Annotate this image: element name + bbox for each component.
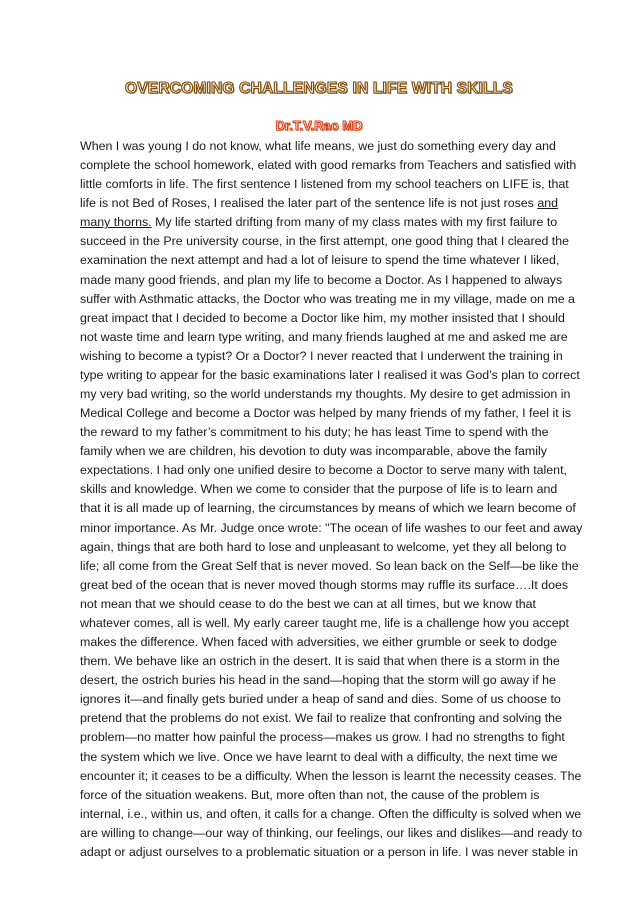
text-segment: that it is all made up of learning, the circumstances by means of which we learn become of bbox=[80, 501, 576, 516]
underlined-phrase: and bbox=[537, 196, 559, 211]
text-line bbox=[80, 805, 582, 824]
text-line bbox=[80, 309, 565, 328]
text-segment: adapt or adjust ourselves to a problematic situation or a person in life. I was never stable in bbox=[80, 844, 578, 859]
text-line bbox=[80, 538, 567, 557]
text-segment: My life started drifting from many of my class mates with my first failure to bbox=[151, 215, 558, 230]
text-segment: encounter it; it ceases to be a difficulty. When the lesson is learnt the necessity ceases. The bbox=[80, 768, 582, 783]
text-segment: examination the next attempt and had a lot of leisure to spend the time whatever I liked, bbox=[80, 253, 560, 268]
text-segment: desert, the ostrich buries his head in the sand—hoping that the storm will go away if he bbox=[80, 673, 556, 688]
underlined-phrase: many thorns. bbox=[80, 215, 152, 230]
text-line bbox=[80, 213, 558, 232]
text-segment: family when we are children, his devotion to duty was incomparable, above the family bbox=[80, 444, 547, 459]
text-line bbox=[80, 290, 575, 309]
text-segment: ignores it—and finally gets buried under a heap of sand and dies. Some of us choose to bbox=[80, 692, 561, 707]
text-line bbox=[80, 137, 556, 156]
text-line bbox=[80, 557, 579, 576]
text-line bbox=[80, 843, 578, 862]
text-line bbox=[80, 576, 569, 595]
text-segment: not waste time and learn type writing, and many friends laughed at me and asked me are bbox=[80, 329, 568, 344]
text-line bbox=[80, 442, 547, 461]
text-line bbox=[80, 366, 580, 385]
text-line bbox=[80, 671, 556, 690]
text-line bbox=[80, 786, 540, 805]
text-segment: the system which we live. Once we have learnt to deal with a difficulty, the next time we bbox=[80, 749, 558, 764]
text-segment: pretend that the problems do not exist. We fail to realize that confronting and solving the bbox=[80, 711, 562, 726]
text-segment: wishing to become a typist? Or a Doctor? I never reacted that I underwent the training in bbox=[80, 348, 563, 363]
text-line bbox=[80, 271, 563, 290]
text-line bbox=[80, 652, 560, 671]
text-segment: not mean that we should cease to do the best we can at all times, but we know that bbox=[80, 596, 536, 611]
text-line bbox=[80, 728, 565, 747]
text-segment: are willing to change—our way of thinking, our feelings, our likes and dislikes—and ready to bbox=[80, 825, 583, 840]
text-line bbox=[80, 709, 562, 728]
text-line bbox=[80, 404, 572, 423]
text-line bbox=[80, 461, 567, 480]
text-segment: made many good friends, and plan my life to become a Doctor. As I happened to always bbox=[80, 272, 563, 287]
text-line bbox=[80, 519, 583, 538]
text-segment: expectations. I had only one unified desire to become a Doctor to serve many with talent, bbox=[80, 463, 567, 478]
text-segment: again, things that are both hard to lose and unpleasant to welcome, yet they all belong to bbox=[80, 539, 567, 554]
text-line bbox=[80, 748, 558, 767]
text-line bbox=[80, 194, 559, 213]
text-segment: complete the school homework, elated with good remarks from Teachers and satisfied with bbox=[80, 158, 577, 173]
text-line bbox=[80, 595, 536, 614]
text-segment: little comforts in life. The first sentence I listened from my school teachers on LIFE is, that bbox=[80, 177, 569, 192]
text-line bbox=[80, 614, 569, 633]
text-segment: problem—no matter how painful the process—makes us grow. I had no strengths to fight bbox=[80, 730, 565, 745]
text-line bbox=[80, 423, 549, 442]
text-segment: suffer with Asthmatic attacks, the Doctor who was treating me in my village, made on me a bbox=[80, 291, 575, 306]
text-line bbox=[80, 328, 568, 347]
text-line bbox=[80, 480, 558, 499]
text-line bbox=[80, 232, 570, 251]
body-paragraph bbox=[80, 137, 583, 862]
text-line bbox=[80, 175, 569, 194]
text-line bbox=[80, 347, 563, 366]
text-segment: makes the difference. When faced with adversities, we either grumble or seek to dodge bbox=[80, 635, 558, 650]
text-segment: Medical College and become a Doctor was helped by many friends of my father, I feel it is bbox=[80, 406, 572, 421]
text-line bbox=[80, 690, 561, 709]
text-segment: type writing to appear for the basic examinations later I realised it was God’s plan to correct bbox=[80, 367, 580, 382]
text-segment: my very bad writing, so the world understands my thoughts. My desire to get admission in bbox=[80, 387, 571, 402]
text-segment: force of the situation weakens. But, more often than not, the cause of the problem is bbox=[80, 787, 540, 802]
text-segment: great impact that I decided to become a Doctor like him, my mother insisted that I should bbox=[80, 310, 565, 325]
text-segment: great bed of the ocean that is never moved though storms may ruffle its surface….It does bbox=[80, 577, 569, 592]
text-segment: When I was young I do not know, what life means, we just do something every day and bbox=[80, 139, 556, 153]
author-name: Dr.T.V.Rao MD bbox=[275, 118, 363, 133]
text-line bbox=[80, 251, 560, 270]
text-segment: life is not Bed of Roses, I realised the later part of the sentence life is not just roses bbox=[80, 196, 538, 211]
text-line bbox=[80, 156, 577, 175]
document-title: OVERCOMING CHALLENGES IN LIFE WITH SKILLS bbox=[125, 80, 513, 97]
text-segment: minor importance. As Mr. Judge once wrote: "The ocean of life washes to our feet and away bbox=[80, 520, 583, 535]
text-line bbox=[80, 499, 576, 518]
text-segment: succeed in the Pre university course, in the first attempt, one good thing that I cleared the bbox=[80, 234, 570, 249]
text-segment: the reward to my father’s commitment to his duty; he has least Time to spend with the bbox=[80, 425, 549, 440]
text-segment: whatever comes, all is well. My early career taught me, life is a challenge how you accept bbox=[80, 615, 569, 630]
text-line bbox=[80, 767, 582, 786]
text-line bbox=[80, 824, 583, 843]
text-segment: internal, i.e., within us, and often, it calls for a change. Often the difficulty is solved when we bbox=[80, 806, 582, 821]
text-segment: them. We behave like an ostrich in the desert. It is said that when there is a storm in the bbox=[80, 654, 560, 669]
text-line bbox=[80, 633, 558, 652]
text-segment: skills and knowledge. When we come to consider that the purpose of life is to learn and bbox=[80, 482, 558, 497]
text-line bbox=[80, 385, 571, 404]
text-segment: life; all come from the Great Self that is never moved. So lean back on the Self—be like the bbox=[80, 558, 579, 573]
